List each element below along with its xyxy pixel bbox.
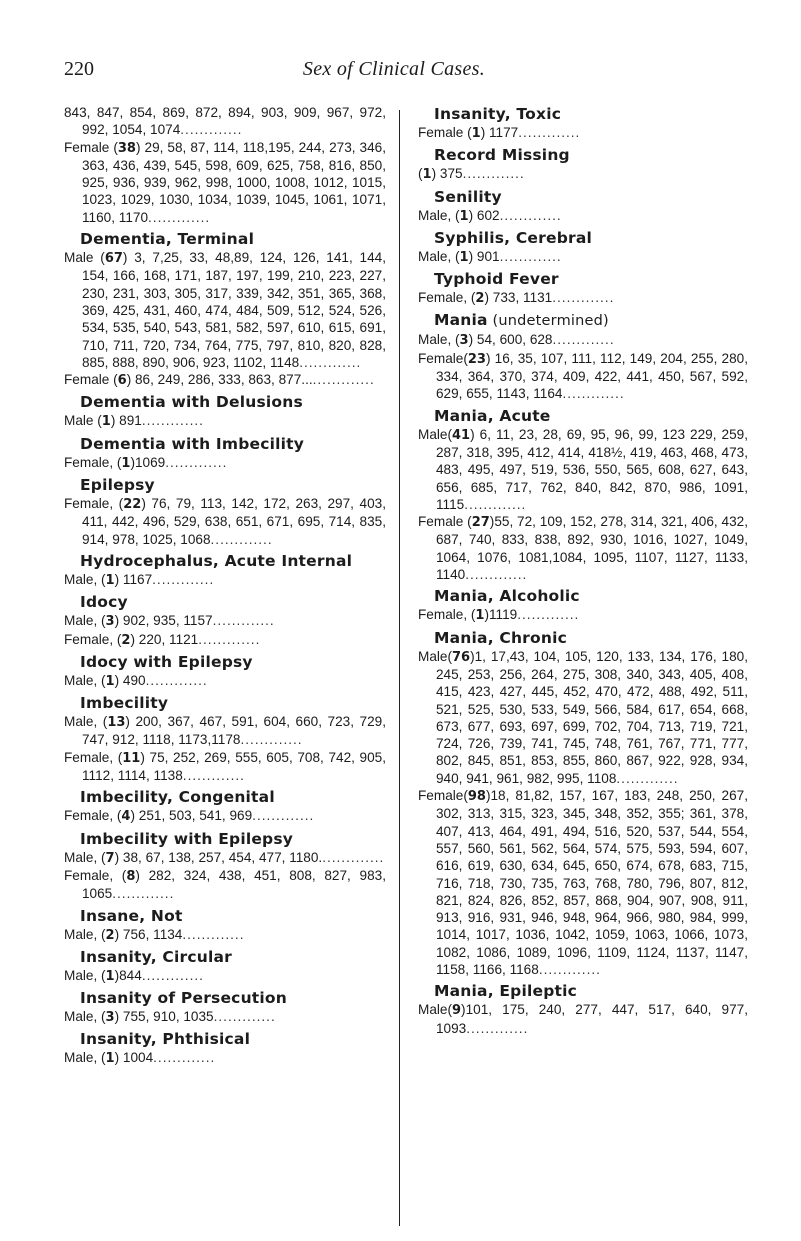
heading-text: Mania, Acute	[434, 406, 551, 425]
entry-count: 22	[123, 497, 142, 513]
title-sex: Sex	[302, 58, 332, 80]
entry-count: 1	[471, 126, 481, 141]
case-numbers: 200, 367, 467, 591, 604, 660, 723, 729, 747, 912, 1118, 1173,1178	[82, 714, 386, 748]
index-entry	[418, 787, 748, 978]
index-section	[64, 1029, 386, 1067]
heading-text: Imbecility with Epilepsy	[80, 829, 294, 848]
section-heading	[434, 628, 748, 648]
index-section	[64, 434, 386, 472]
leader-dots: .............	[182, 926, 245, 942]
index-entry	[64, 249, 386, 371]
entry-paren: )	[470, 648, 475, 664]
entry-count: 23	[467, 351, 486, 367]
index-entry	[64, 926, 386, 944]
heading-qualifier: (undetermined)	[487, 313, 609, 330]
case-numbers: 282, 324, 438, 451, 808, 827, 983, 1065	[82, 867, 386, 902]
entry-sex: Male, (	[418, 332, 460, 348]
entry-count: 27	[471, 515, 490, 531]
leader-dots: .............	[562, 386, 625, 402]
case-numbers: 733, 1131	[492, 290, 553, 306]
case-numbers: 1069	[135, 454, 166, 470]
index-section	[64, 551, 386, 589]
index-entry	[418, 207, 748, 225]
entry-paren: )	[140, 749, 150, 765]
index-entry	[418, 248, 748, 266]
leader-dots: .............	[153, 1050, 216, 1066]
section-heading	[434, 310, 748, 331]
case-numbers: 1177	[489, 125, 519, 140]
heading-text: Insanity of Persecution	[80, 989, 288, 1008]
entry-sex: Male(	[418, 648, 452, 664]
index-entry	[64, 807, 386, 825]
index-section	[418, 104, 748, 142]
case-numbers: 38, 67, 138, 257, 454, 477, 1180.	[122, 849, 323, 865]
entry-sex: Female, (	[64, 631, 122, 647]
entry-count: 1	[105, 1051, 115, 1067]
entry-count: 6	[117, 373, 127, 389]
leader-dots: .............	[499, 248, 562, 264]
leader-dots: .............	[538, 961, 601, 977]
leader-dots: .............	[299, 354, 362, 370]
case-numbers: 75, 252, 269, 555, 605, 708, 742, 905, 1112, 1114, 1138	[82, 749, 386, 784]
entry-sex: Female, (	[64, 867, 127, 883]
index-entry	[64, 672, 386, 690]
section-heading	[434, 586, 748, 606]
entry-sex: Male (	[64, 413, 102, 429]
index-entry	[64, 1008, 386, 1026]
index-entry	[64, 967, 386, 985]
entry-paren: )	[484, 290, 493, 306]
heading-text: Insanity, Phthisical	[80, 1030, 251, 1049]
entry-sex: Male, (	[64, 1050, 106, 1066]
index-section	[418, 628, 748, 979]
section-heading	[434, 187, 748, 207]
index-section	[64, 693, 386, 784]
index-section	[418, 586, 748, 624]
entry-paren: )	[110, 413, 120, 429]
index-section	[64, 787, 386, 825]
index-section	[418, 269, 748, 307]
right-column	[418, 104, 748, 1037]
leader-dots: .............	[141, 413, 204, 429]
entry-count: 38	[117, 140, 136, 156]
entry-sex: Male, (	[64, 672, 106, 688]
case-numbers: 3, 7,25, 33, 48,89, 124, 126, 141, 144, 154, 166, 168, 171, 187, 197, 199, 210, 223, 227, 230, 231, 303, 305, 317, 339, 342, 351, 365, 368, 369, 425, 431, 460, 474, 484, 509, 512, 524, 526, 534, 535, 540, 543, 581, 582, 597, 610, 615, 691, 710, 711, 720, 734, 764, 775, 797, 810, 820, 828, 885, 888, 890, 906, 923, 1102, 1148	[82, 250, 386, 370]
entry-sex: Female (	[64, 139, 118, 155]
index-section	[418, 228, 748, 266]
section-heading	[434, 269, 748, 289]
leader-dots: .............	[462, 166, 525, 182]
index-entry	[64, 1049, 386, 1067]
entry-count: 3	[459, 333, 469, 349]
heading-text: Idocy	[80, 593, 128, 612]
heading-text: Syphilis, Cerebral	[434, 228, 593, 247]
page-number: 220	[64, 58, 94, 80]
leader-dots: .............	[141, 967, 204, 983]
case-numbers: 902, 935, 1157	[122, 613, 213, 629]
leader-dots: .............	[240, 732, 303, 748]
entry-paren: )	[484, 607, 489, 623]
index-section	[64, 988, 386, 1026]
heading-text: Dementia with Imbecility	[80, 434, 305, 453]
leader-dots: .............	[499, 207, 562, 223]
index-entry	[64, 612, 386, 630]
case-numbers: 755, 910, 1035	[122, 1009, 214, 1025]
index-entry	[64, 412, 386, 430]
index-entry	[418, 1001, 748, 1037]
heading-text: Record Missing	[434, 146, 570, 165]
index-entry	[418, 331, 748, 349]
section-heading	[80, 392, 386, 412]
leader-dots: .............	[322, 849, 385, 865]
section-heading	[434, 145, 748, 165]
heading-text: Mania, Chronic	[434, 628, 568, 647]
section-heading	[80, 787, 386, 807]
entry-sex: (	[418, 166, 423, 182]
entry-paren: )	[431, 166, 440, 182]
section-heading	[80, 475, 386, 495]
case-numbers: 6, 11, 23, 28, 69, 95, 96, 99, 123 229, 259, 287, 318, 395, 412, 414, 418½, 419, 463, 468, 473, 483, 495, 497, 519, 536, 550, 565, 608, 627, 643, 656, 685, 717, 762, 840, 842, 870, 986, 1091, 1115	[436, 426, 748, 512]
case-numbers: 54, 600, 628	[476, 332, 553, 348]
case-numbers: 844	[119, 967, 142, 983]
section-heading	[80, 551, 386, 571]
entry-count: 1	[105, 673, 115, 689]
heading-text: Idocy with Epilepsy	[80, 652, 253, 671]
leader-dots: .............	[210, 531, 273, 547]
section-heading	[80, 434, 386, 454]
entry-paren: )	[130, 631, 139, 647]
index-entry	[64, 371, 386, 389]
entry-sex: Male, (	[418, 207, 460, 223]
index-section	[64, 229, 386, 389]
entry-count: 67	[104, 251, 123, 267]
entry-paren: )	[114, 613, 123, 629]
leader-dots: .............	[464, 496, 527, 512]
section-heading	[80, 906, 386, 926]
entry-paren: )	[114, 849, 123, 865]
entry-count: 98	[467, 789, 486, 805]
entry-paren: )	[480, 125, 489, 140]
case-numbers: 490	[122, 672, 146, 688]
section-heading	[434, 406, 748, 426]
index-entry	[418, 350, 748, 403]
entry-paren: )	[470, 426, 480, 442]
entry-count: 3	[105, 1010, 115, 1026]
index-entry	[64, 867, 386, 903]
index-entry	[64, 749, 386, 785]
index-entry	[64, 849, 386, 867]
heading-text: Dementia with Delusions	[80, 393, 303, 412]
heading-text: Senility	[434, 187, 502, 206]
entry-paren: )	[114, 1050, 123, 1066]
leader-dots: .............	[252, 808, 315, 824]
entry-count: 8	[126, 868, 136, 884]
running-title	[64, 58, 724, 81]
index-entry	[64, 139, 386, 226]
index-entry	[64, 454, 386, 472]
case-numbers: 1167	[122, 571, 153, 587]
heading-text: Mania, Epileptic	[434, 982, 578, 1001]
section-heading	[80, 229, 386, 249]
case-numbers: 843, 847, 854, 869, 872, 894, 903, 909, 967, 972, 992, 1054, 1074	[64, 105, 386, 138]
case-numbers: 29, 58, 87, 114, 118,195, 244, 273, 346, 363, 436, 439, 545, 598, 609, 625, 758, 816, 850, 925, 936, 939, 962, 998, 1000, 1008, 1012, 1015, 1023, 1029, 1030, 1034, 1039, 1045, 1061, 1071, 1160, 1170	[82, 139, 386, 225]
index-entry	[418, 513, 748, 583]
case-numbers: 1119	[489, 607, 518, 623]
index-entry	[418, 426, 748, 513]
index-entry	[418, 124, 748, 142]
leader-dots: .............	[145, 672, 208, 688]
section-heading	[434, 981, 748, 1001]
entry-count: 1	[475, 608, 485, 624]
entry-count: 1	[121, 455, 131, 471]
leader-dots: .............	[112, 886, 175, 902]
entry-sex: Female, (	[64, 496, 124, 512]
case-numbers: 602	[476, 207, 500, 223]
leader-dots: .............	[466, 1020, 529, 1036]
leader-dots: .............	[182, 768, 245, 784]
heading-text: Mania	[434, 311, 488, 330]
index-section	[418, 406, 748, 584]
index-entry	[64, 631, 386, 649]
entry-sex: Male, (	[64, 714, 108, 730]
entry-paren: )	[135, 139, 145, 155]
title-of: of	[331, 58, 359, 80]
leader-dots: .............	[148, 209, 211, 225]
entry-paren: )	[468, 332, 477, 348]
case-numbers: 251, 503, 541, 969	[138, 808, 253, 824]
leader-dots: .............	[165, 454, 228, 470]
left-column	[64, 104, 386, 1068]
entry-paren: )	[122, 250, 135, 266]
case-numbers: 220, 1121	[138, 631, 199, 647]
entry-count: 13	[107, 715, 126, 731]
page-header	[64, 58, 724, 86]
entry-sex: Female, (	[64, 454, 122, 470]
index-section	[64, 947, 386, 985]
section-heading	[434, 228, 748, 248]
heading-text: Epilepsy	[80, 476, 155, 495]
heading-text: Insanity, Toxic	[434, 105, 562, 123]
index-entry	[418, 606, 748, 624]
entry-paren: )	[125, 714, 136, 730]
entry-sex: Male(	[418, 426, 452, 442]
entry-sex: Male, (	[64, 613, 106, 629]
leader-dots: .............	[212, 613, 275, 629]
heading-text: Imbecility, Congenital	[80, 788, 275, 807]
case-numbers: 1, 17,43, 104, 105, 120, 133, 134, 176, 180, 245, 253, 256, 264, 275, 308, 340, 343, 405, 408, 415, 423, 427, 445, 452, 470, 472, 488, 492, 511, 521, 525, 530, 533, 549, 566, 584, 617, 654, 668, 673, 677, 693, 697, 699, 702, 704, 713, 719, 721, 724, 726, 739, 741, 745, 748, 761, 767, 771, 777, 802, 845, 851, 853, 855, 860, 867, 922, 928, 934, 940, 941, 961, 982, 995, 1108	[436, 648, 748, 786]
case-numbers: 101, 175, 240, 277, 447, 517, 640, 977, 1093	[436, 1002, 748, 1036]
index-section	[64, 104, 386, 226]
entry-paren: )	[468, 248, 477, 264]
entry-sex: Male, (	[64, 849, 106, 865]
entry-count: 2	[475, 291, 485, 307]
entry-paren: )	[114, 926, 123, 942]
leader-dots: .............	[552, 332, 615, 348]
column-divider	[399, 110, 400, 1226]
leader-dots: .............	[518, 125, 581, 140]
entry-count: 1	[422, 167, 432, 183]
entry-paren: )	[114, 672, 123, 688]
index-section	[64, 592, 386, 649]
section-heading	[434, 104, 748, 124]
case-numbers: 16, 35, 107, 111, 112, 149, 204, 255, 280, 334, 364, 370, 374, 409, 422, 441, 450, 567, 592, 629, 655, 1143, 1164	[436, 350, 748, 402]
heading-text: Hydrocephalus, Acute Internal	[80, 551, 353, 570]
leader-dots: .............	[180, 122, 243, 138]
case-numbers: 756, 1134	[122, 926, 183, 942]
heading-text: Insane, Not	[80, 906, 183, 925]
entry-paren: )	[114, 967, 120, 983]
index-section	[418, 187, 748, 225]
leader-dots: .............	[517, 607, 580, 623]
heading-text: Insanity, Circular	[80, 947, 233, 966]
index-entry	[64, 495, 386, 548]
index-entry	[64, 571, 386, 589]
entry-paren: )	[126, 372, 135, 388]
index-section	[418, 981, 748, 1037]
entry-count: 2	[105, 927, 115, 943]
leader-dots: .............	[213, 1009, 276, 1025]
entry-count: 1	[459, 249, 469, 265]
entry-count: 1	[459, 208, 469, 224]
case-numbers: 375	[439, 166, 463, 182]
entry-sex: Male, (	[64, 1009, 106, 1025]
entry-count: 2	[121, 632, 131, 648]
entry-sex: Female (	[64, 372, 118, 388]
leader-dots: .............	[312, 372, 375, 388]
entry-count: 4	[121, 809, 131, 825]
index-section	[64, 906, 386, 944]
entry-sex: Male (	[64, 250, 105, 266]
leader-dots: .............	[198, 631, 261, 647]
entry-paren: )	[141, 496, 152, 512]
entry-paren: )	[130, 808, 139, 824]
section-heading	[80, 652, 386, 672]
heading-text: Imbecility	[80, 694, 169, 713]
entry-count: 7	[105, 850, 115, 866]
case-numbers: 1004	[122, 1050, 154, 1066]
entry-paren: )	[114, 1009, 123, 1025]
index-entry	[64, 713, 386, 749]
entry-sex: Male, (	[418, 248, 460, 264]
entry-sex: Male, (	[64, 967, 106, 983]
section-heading	[80, 829, 386, 849]
title-rest: Clinical Cases.	[358, 58, 486, 80]
case-numbers: 901	[476, 248, 500, 264]
index-section	[418, 310, 748, 402]
entry-sex: Male, (	[64, 571, 106, 587]
index-entry	[418, 289, 748, 307]
index-entry	[64, 104, 386, 139]
section-heading	[80, 947, 386, 967]
entry-count: 1	[105, 572, 115, 588]
entry-paren: )	[489, 514, 495, 530]
entry-sex: Female(	[418, 350, 468, 366]
index-section	[64, 392, 386, 430]
entry-count: 11	[122, 750, 141, 766]
leader-dots: .............	[552, 290, 615, 306]
entry-sex: Female (	[418, 514, 472, 530]
entry-paren: )	[135, 867, 149, 883]
heading-text: Typhoid Fever	[434, 270, 559, 289]
entry-count: 3	[105, 614, 115, 630]
section-heading	[80, 988, 386, 1008]
entry-sex: Female, (	[64, 808, 122, 824]
heading-text: Dementia, Terminal	[80, 230, 255, 249]
section-heading	[80, 592, 386, 612]
case-numbers: 76, 79, 113, 142, 172, 263, 297, 403, 411, 442, 496, 529, 638, 651, 671, 695, 714, 835, 914, 978, 1025, 1068	[82, 496, 386, 547]
entry-paren: )	[485, 788, 491, 804]
heading-text: Mania, Alcoholic	[434, 587, 580, 606]
entry-count: 41	[452, 427, 471, 443]
section-heading	[80, 693, 386, 713]
case-numbers: 55, 72, 109, 152, 278, 314, 321, 406, 432, 687, 740, 833, 838, 892, 930, 1016, 1027, 1049, 1064, 1076, 1081,1084, 1095, 1107, 1127, 1133, 1140	[436, 514, 748, 583]
entry-paren: )	[114, 571, 123, 587]
entry-paren: )	[130, 454, 135, 470]
entry-sex: Female, (	[64, 749, 123, 765]
index-section	[64, 652, 386, 690]
index-section	[64, 829, 386, 903]
entry-paren: )	[468, 207, 477, 223]
index-section	[418, 145, 748, 183]
case-numbers: 18, 81,82, 157, 167, 183, 248, 250, 267, 302, 313, 315, 323, 345, 348, 352, 355; 361, 378, 407, 413, 464, 491, 494, 516, 520, 537, 544, 554, 557, 560, 561, 562, 564, 574, 575, 593, 594, 607, 616, 619, 630, 634, 645, 650, 674, 678, 683, 715, 716, 718, 730, 735, 763, 768, 780, 796, 807, 812, 821, 824, 826, 852, 857, 868, 904, 907, 908, 911, 913, 916, 931, 946, 948, 964, 966, 980, 984, 999, 1014, 1017, 1036, 1042, 1059, 1063, 1066, 1073, 1082, 1086, 1089, 1096, 1109, 1124, 1137, 1147, 1158, 1166, 1168	[436, 788, 748, 977]
leader-dots: .............	[465, 567, 528, 583]
entry-sex: Female, (	[418, 607, 476, 623]
entry-sex: Male, (	[64, 926, 106, 942]
entry-sex: Female, (	[418, 290, 476, 306]
entry-count: 76	[452, 649, 471, 665]
leader-dots: .............	[152, 571, 215, 587]
entry-count: 9	[452, 1003, 462, 1019]
entry-count: 1	[105, 968, 115, 984]
entry-count: 1	[101, 414, 111, 430]
entry-sex: Female(	[418, 788, 468, 804]
entry-paren: )	[461, 1002, 466, 1018]
entry-sex: Male(	[418, 1002, 452, 1018]
entry-paren: )	[485, 350, 495, 366]
case-numbers: 86, 249, 286, 333, 863, 877...	[135, 372, 313, 388]
case-numbers: 891	[119, 413, 142, 429]
section-heading	[80, 1029, 386, 1049]
index-entry	[418, 165, 748, 183]
leader-dots: .............	[616, 770, 679, 786]
entry-sex: Female (	[418, 125, 472, 140]
index-section	[64, 475, 386, 548]
index-entry	[418, 648, 748, 787]
